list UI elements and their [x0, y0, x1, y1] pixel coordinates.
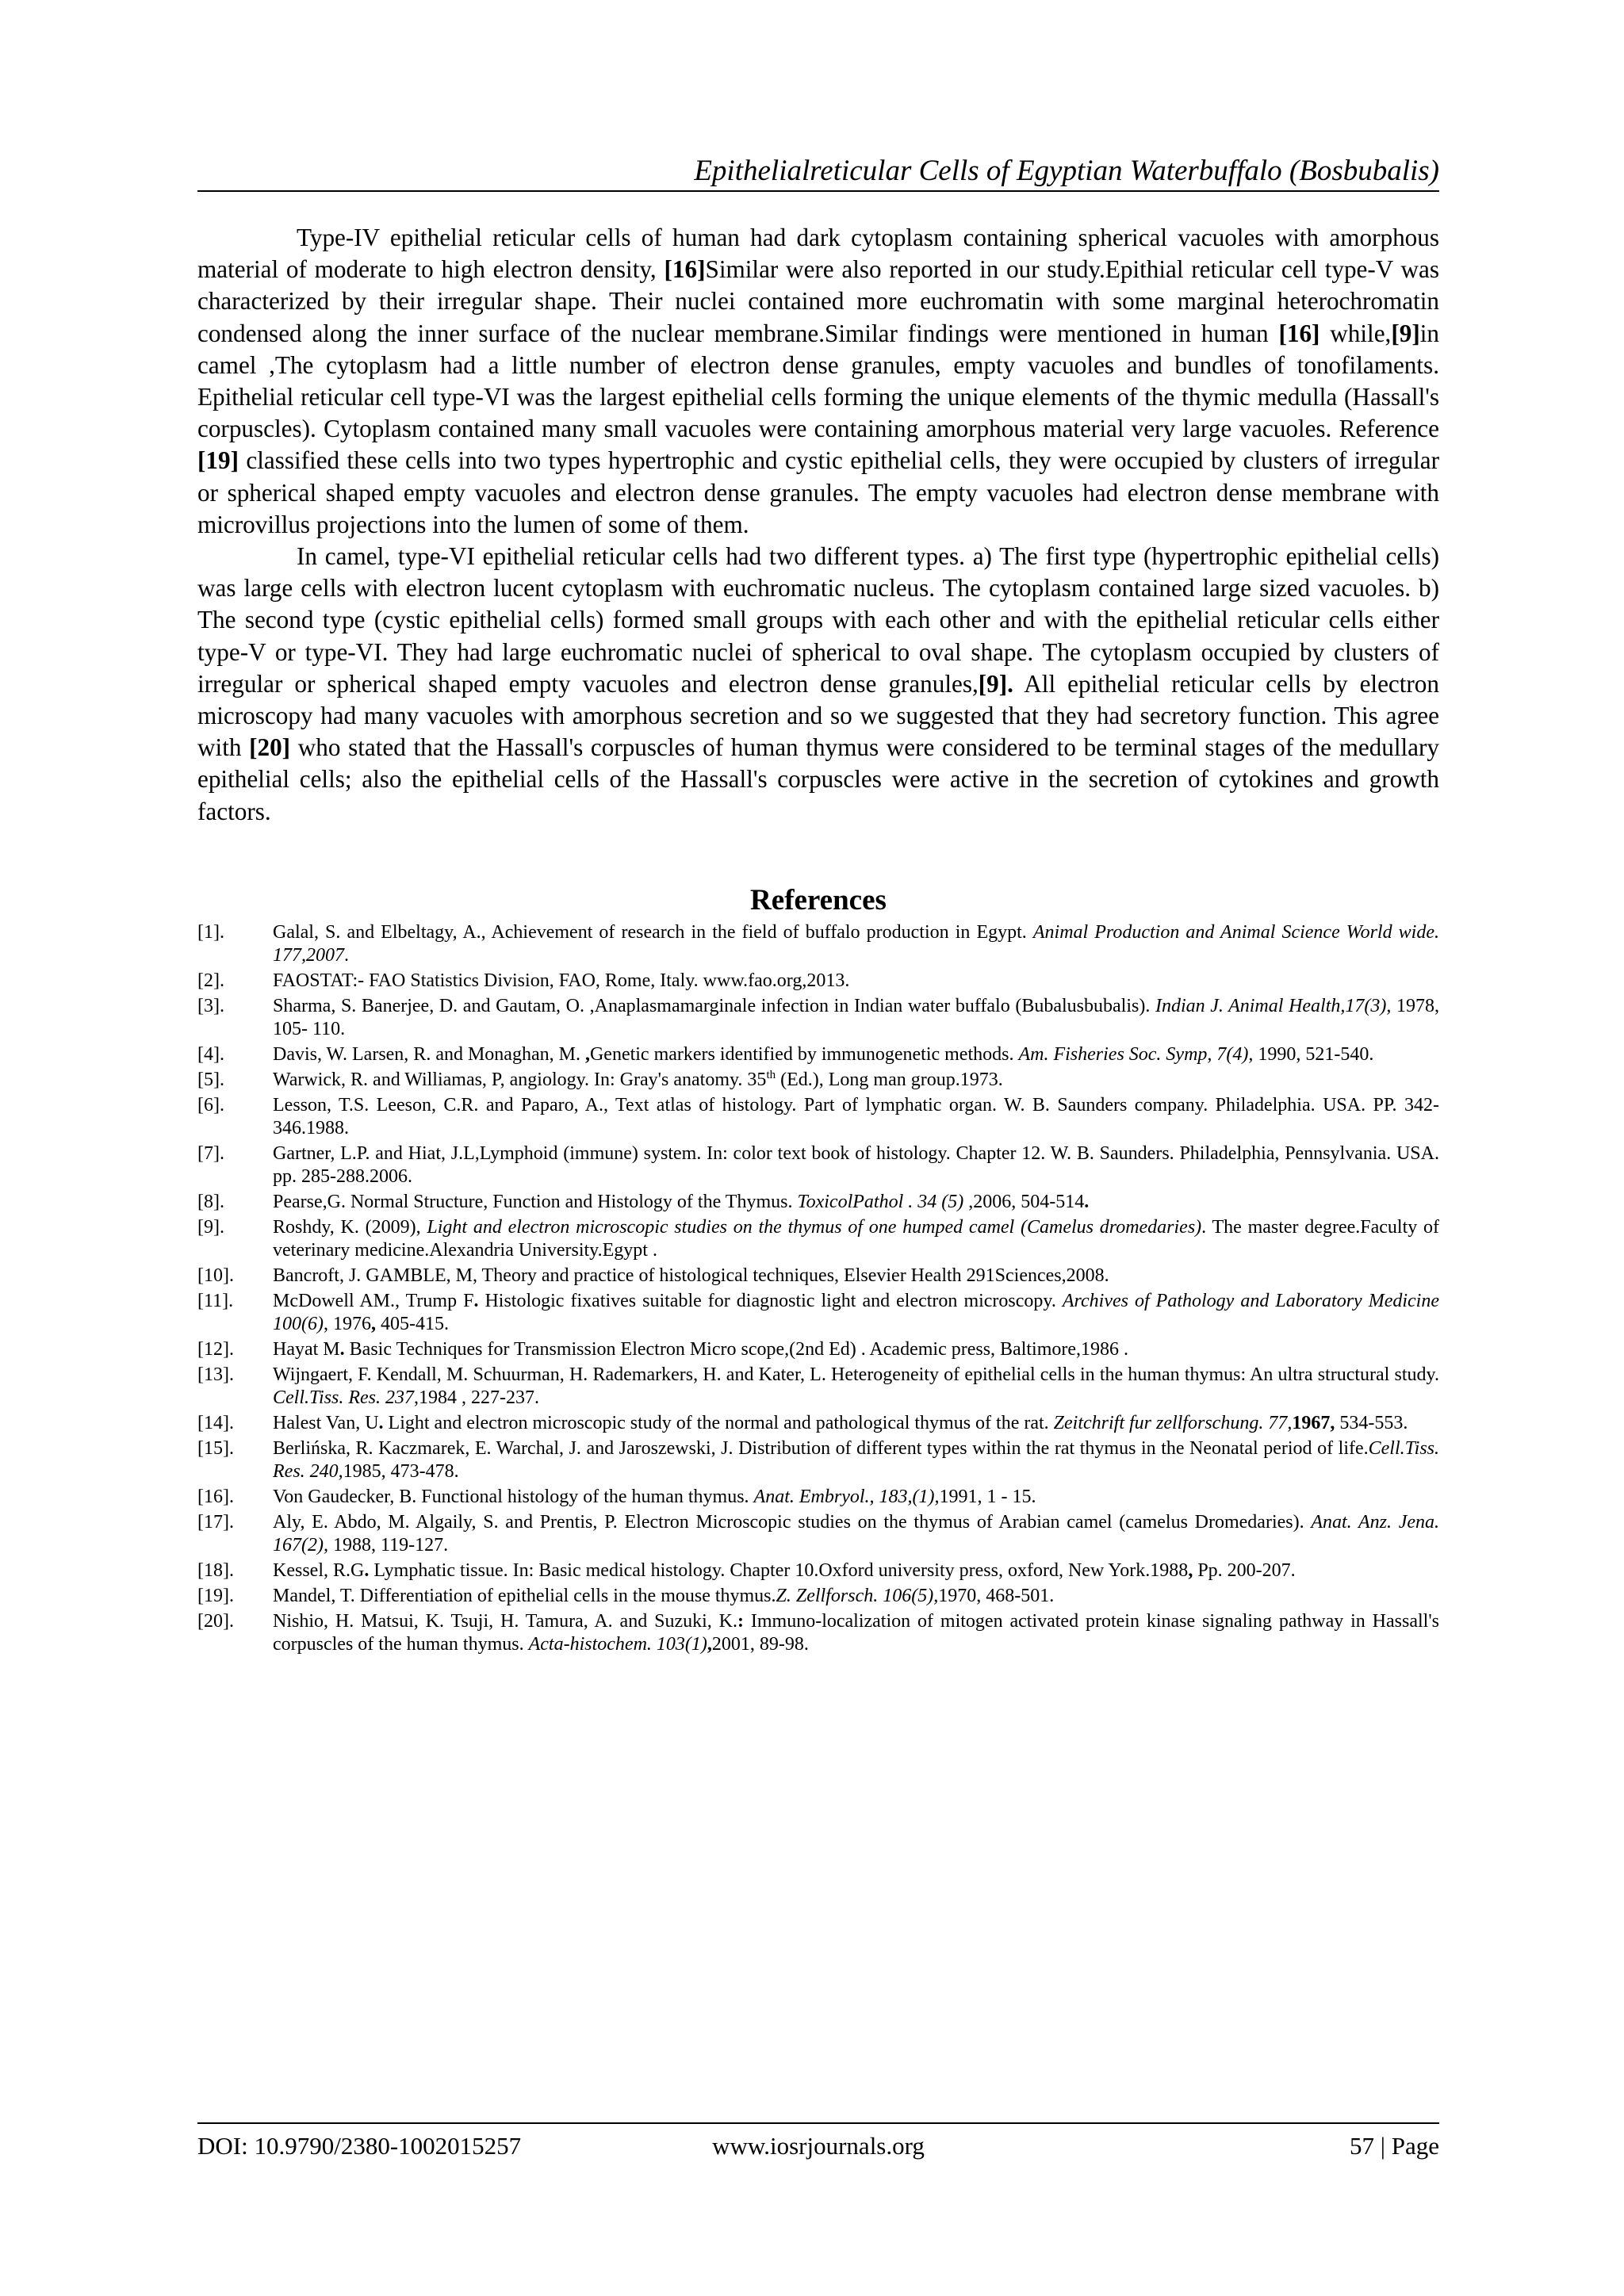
text-run: 1970, 468-501.	[938, 1586, 1055, 1606]
reference-text	[273, 1095, 1439, 1138]
text-run: 1990, 521-540.	[1253, 1044, 1374, 1065]
reference-number: [13].	[197, 1364, 234, 1385]
reference-text	[273, 1339, 1128, 1360]
text-run: Lymphatic tissue. In: Basic medical histology. Chapter 10.Oxford university press, oxford, New York.1988	[369, 1560, 1189, 1581]
text-run: 1988, 119-127.	[327, 1535, 449, 1556]
references-list	[197, 921, 1439, 1659]
reference-item	[197, 995, 1439, 1041]
footer-doi: DOI: 10.9790/2380-1002015257	[197, 2132, 522, 2160]
reference-number: [4].	[197, 1044, 224, 1065]
text-run: Anat. Embryol., 183,(1),	[753, 1487, 940, 1507]
text-run: .	[1084, 1192, 1090, 1212]
text-run: .	[344, 945, 349, 966]
text-run: Sharma, S. Banerjee, D. and Gautam, O. ,Anaplasmamarginale infection in Indian water buffalo (Bubalusbubalis).	[273, 996, 1155, 1016]
reference-text	[273, 1487, 1036, 1507]
text-run: Similar were also reported in our study.Epithial reticular cell type-V was characterized by their irregular shape. Their nuclei contained more euchromatin with some marginal heterochromatin condensed along the inner surface of the nuclear membrane.Similar findings were mentioned in human	[197, 255, 1439, 347]
text-run: th	[766, 1069, 776, 1081]
page-footer	[197, 2122, 1439, 2164]
running-title: Epithelialreticular Cells of Egyptian Waterbuffalo (Bosbubalis)	[694, 155, 1439, 187]
footer-website: www.iosrjournals.org	[712, 2132, 925, 2160]
reference-item	[197, 1265, 1439, 1288]
reference-number: [12].	[197, 1339, 234, 1360]
text-run: [9].	[978, 669, 1013, 698]
text-run: Mandel, T. Differentiation of epithelial cells in the mouse thymus.	[273, 1586, 776, 1606]
reference-text	[273, 1143, 1439, 1187]
reference-text	[273, 1217, 1439, 1261]
reference-number: [16].	[197, 1487, 234, 1507]
reference-item	[197, 1216, 1439, 1262]
reference-number: [8].	[197, 1192, 224, 1212]
text-run: ,	[707, 1634, 712, 1655]
reference-text	[273, 1265, 1109, 1286]
body-paragraph	[197, 541, 1439, 828]
text-run: Indian J. Animal Health,17(3),	[1155, 996, 1392, 1016]
reference-item	[197, 1412, 1439, 1435]
text-run: 1985, 473-478.	[343, 1461, 459, 1482]
text-run: Pp. 200-207.	[1193, 1560, 1296, 1581]
text-run: Anat. Anz. Jena. 167(2),	[273, 1512, 1440, 1556]
text-run: Hayat M	[273, 1339, 340, 1360]
text-run: ,	[370, 1314, 376, 1334]
text-run: Zeitchrift fur zellforschung. 77,	[1053, 1413, 1293, 1433]
text-run: 1978, 105- 110.	[273, 996, 1440, 1039]
text-run: Aly, E. Abdo, M. Algaily, S. and Prentis, P. Electron Microscopic studies on the thymus of Arabian camel (camelus Dromedaries).	[273, 1512, 1312, 1533]
text-run: Immuno-localization of mitogen activated protein kinase signaling pathway in Hassall's corpuscles of the human thymus.	[273, 1611, 1439, 1655]
reference-number: [1].	[197, 922, 224, 943]
text-run: .	[364, 1560, 370, 1581]
reference-number: [20].	[197, 1611, 234, 1632]
reference-item	[197, 1585, 1439, 1608]
text-run: Davis, W. Larsen, R. and Monaghan, M.	[273, 1044, 585, 1065]
text-run: .	[473, 1291, 479, 1311]
text-run: while,	[1320, 319, 1392, 347]
text-run: Lesson, T.S. Leeson, C.R. and Paparo, A., Text atlas of histology. Part of lymphatic organ. W. B. Saunders company. Philadelphia. USA. PP. 342-346.1988.	[273, 1095, 1439, 1138]
reference-text	[273, 1438, 1439, 1482]
references-heading: References	[750, 884, 887, 916]
text-run: Light and electron microscopic study of the normal and pathological thymus of the rat.	[383, 1413, 1054, 1433]
text-run: Halest Van, U	[273, 1413, 379, 1433]
text-run: 1967,	[1292, 1413, 1335, 1433]
text-run: [20]	[249, 733, 291, 762]
text-run: [16]	[1278, 319, 1320, 347]
text-run: All epithelial reticular cells by electron microscopy had many vacuoles with amorphous secretion and so we suggested that they had secretory function. This agree with	[197, 669, 1439, 762]
text-run: , 1976	[323, 1314, 371, 1334]
reference-text	[273, 922, 1439, 966]
text-run: Archives of Pathology and Laboratory Medicine 100(6)	[273, 1291, 1439, 1334]
footer-page-number: 57 | Page	[1350, 2132, 1439, 2160]
reference-text	[273, 1291, 1439, 1334]
text-run: FAOSTAT:- FAO Statistics Division, FAO, Rome, Italy. www.fao.org,2013.	[273, 970, 850, 991]
reference-text	[273, 1044, 1373, 1065]
text-run: ,	[584, 1044, 590, 1065]
text-run: Roshdy, K. (2009),	[273, 1217, 427, 1238]
reference-number: [3].	[197, 996, 224, 1016]
text-run: Kessel, R.G	[273, 1560, 365, 1581]
text-run: classified these cells into two types hypertrophic and cystic epithelial cells, they were occupied by clusters of irregular or spherical shaped empty vacuoles and electron dense granules. The empty vacuoles had electron dense membrane with microvillus projections into the lumen of some of them.	[197, 446, 1439, 538]
text-run: who stated that the Hassall's corpuscles of human thymus were considered to be terminal stages of the medullary epithelial cells; also the epithelial cells of the Hassall's corpuscles were active in the secretion of cytokines and growth factors.	[197, 733, 1440, 825]
reference-text	[273, 1364, 1439, 1408]
reference-item	[197, 1290, 1439, 1336]
reference-item	[197, 1191, 1439, 1214]
text-run: ,2006, 504-514	[963, 1192, 1085, 1212]
text-run: ,1984 , 227-237.	[414, 1387, 540, 1408]
reference-item	[197, 1610, 1439, 1656]
reference-text	[273, 1611, 1439, 1655]
reference-text	[273, 1512, 1439, 1556]
text-run: Acta-histochem. 103(1)	[528, 1634, 707, 1655]
text-run: Nishio, H. Matsui, K. Tsuji, H. Tamura, A. and Suzuki, K.	[273, 1611, 737, 1632]
reference-item	[197, 970, 1439, 993]
reference-number: [7].	[197, 1143, 224, 1164]
reference-number: [17].	[197, 1512, 234, 1533]
text-run: Berlińska, R. Kaczmarek, E. Warchal, J. and Jaroszewski, J. Distribution of different types within the rat thymus in the Neonatal period of life.	[273, 1438, 1369, 1459]
reference-number: [10].	[197, 1265, 234, 1286]
text-run: 1991, 1 - 15.	[939, 1487, 1036, 1507]
text-run: Cell.Tiss. Res. 240,	[273, 1438, 1439, 1482]
reference-number: [15].	[197, 1438, 234, 1459]
reference-text	[273, 1070, 1003, 1090]
reference-item	[197, 1069, 1439, 1092]
text-run: Am. Fisheries Soc. Symp, 7(4),	[1018, 1044, 1254, 1065]
reference-number: [11].	[197, 1291, 234, 1311]
reference-item	[197, 1142, 1439, 1188]
reference-number: [18].	[197, 1560, 234, 1581]
text-run: .	[339, 1339, 345, 1360]
text-run: [9]	[1391, 319, 1420, 347]
reference-text	[273, 996, 1439, 1039]
text-run: 534-553.	[1335, 1413, 1408, 1433]
text-run: Type-IV epithelial reticular cells of human had dark cytoplasm containing spherical vacuoles with amorphous material of moderate to high electron density,	[197, 224, 1439, 284]
text-run: Pearse,G. Normal Structure, Function and Histology of the Thymus.	[273, 1192, 798, 1212]
text-run: Light and electron microscopic studies on the thymus of one humped camel (Camelus dromedaries)	[427, 1217, 1202, 1238]
reference-text	[273, 1192, 1089, 1212]
text-run: Cell.Tiss. Res. 237	[273, 1387, 415, 1408]
body-text	[197, 222, 1439, 828]
reference-text	[273, 1560, 1296, 1581]
text-run: [19]	[197, 446, 239, 475]
text-run: ,	[1188, 1560, 1193, 1581]
reference-text	[273, 1413, 1408, 1433]
text-run: Von Gaudecker, B. Functional histology of the human thymus.	[273, 1487, 754, 1507]
text-run: Galal, S. and Elbeltagy, A., Achievement of research in the field of buffalo production in Egypt.	[273, 922, 1033, 943]
reference-item	[197, 1094, 1439, 1140]
reference-item	[197, 1043, 1439, 1066]
text-run: [16]	[664, 255, 706, 284]
body-paragraph	[197, 222, 1439, 541]
page-header	[197, 151, 1439, 192]
text-run: :	[737, 1611, 744, 1632]
reference-text	[273, 970, 849, 991]
reference-item	[197, 1559, 1439, 1582]
text-run: Gartner, L.P. and Hiat, J.L,Lymphoid (immune) system. In: color text book of histology. Chapter 12. W. B. Saunders. Philadelphia, Pennsylvania. USA. pp. 285-288.2006.	[273, 1143, 1439, 1187]
text-run: .	[378, 1413, 384, 1433]
reference-item	[197, 1364, 1439, 1410]
reference-item	[197, 1486, 1439, 1509]
reference-text	[273, 1586, 1054, 1606]
reference-number: [6].	[197, 1095, 224, 1115]
reference-item	[197, 1437, 1439, 1483]
text-run: Wijngaert, F. Kendall, M. Schuurman, H. Rademarkers, H. and Kater, L. Heterogeneity of epithelial cells in the human thymus: An ultra structural study.	[273, 1364, 1439, 1385]
text-run: Z. Zellforsch. 106(5),	[776, 1586, 939, 1606]
text-run: Basic Techniques for Transmission Electron Micro scope,(2nd Ed) . Academic press, Baltimore,1986 .	[344, 1339, 1129, 1360]
text-run: 405-415.	[375, 1314, 449, 1334]
text-run: McDowell AM., Trump F	[273, 1291, 474, 1311]
text-run: Warwick, R. and Williamas, P, angiology. In: Gray's anatomy. 35	[273, 1070, 767, 1090]
text-run: 2001, 89-98.	[711, 1634, 809, 1655]
reference-number: [19].	[197, 1586, 234, 1606]
reference-number: [14].	[197, 1413, 234, 1433]
text-run: Bancroft, J. GAMBLE, M, Theory and practice of histological techniques, Elsevier Health 291Sciences,2008.	[273, 1265, 1109, 1286]
text-run: ToxicolPathol . 34 (5)	[797, 1192, 964, 1212]
text-run: . The master degree.Faculty of veterinary medicine.Alexandria University.Egypt .	[273, 1217, 1440, 1261]
reference-number: [5].	[197, 1070, 224, 1090]
text-run: Genetic markers identified by immunogenetic methods.	[589, 1044, 1019, 1065]
reference-item	[197, 1338, 1439, 1361]
reference-number: [9].	[197, 1217, 224, 1238]
text-run: In camel, type-VI epithelial reticular cells had two different types. a) The first type (hypertrophic epithelial cells) was large cells with electron lucent cytoplasm with euchromatic nucleus. The cytoplasm contained large sized vacuoles. b) The second type (cystic epithelial cells) formed small groups with each other and with the epithelial reticular cells either type-V or type-VI. They had large euchromatic nuclei of spherical to oval shape. The cytoplasm occupied by clusters of irregular or spherical shaped empty vacuoles and electron dense granules,	[197, 542, 1439, 698]
text-run: Animal Production and Animal Science World wide. 177,2007	[273, 922, 1439, 966]
text-run: Histologic fixatives suitable for diagnostic light and electron microscopy.	[478, 1291, 1063, 1311]
reference-number: [2].	[197, 970, 224, 991]
reference-item	[197, 1511, 1439, 1557]
reference-item	[197, 921, 1439, 967]
text-run: in camel ,The cytoplasm had a little number of electron dense granules, empty vacuoles and bundles of tonofilaments. Epithelial reticular cell type-VI was the largest epithelial cells forming the unique elements of the thymic medulla (Hassall's corpuscles). Cytoplasm contained many small vacuoles were containing amorphous material very large vacuoles. Reference	[197, 319, 1439, 443]
text-run: (Ed.), Long man group.1973.	[776, 1070, 1003, 1090]
